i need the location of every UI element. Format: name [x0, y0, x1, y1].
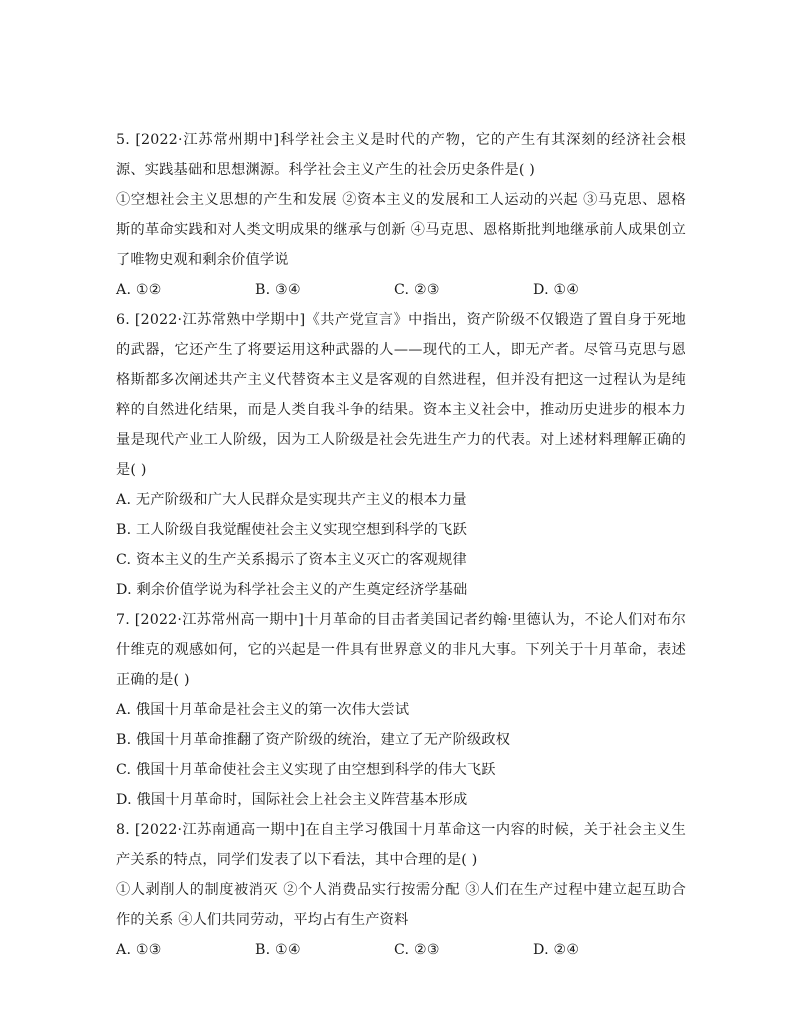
question-7-option-b: B. 俄国十月革命推翻了资产阶级的统治，建立了无产阶级政权 [116, 732, 511, 748]
question-6-option-d: D. 剩余价值学说为科学社会主义的产生奠定经济学基础 [116, 582, 468, 598]
question-5-stem: 5. [2022·江苏常州期中]科学社会主义是时代的产物，它的产生有其深刻的经济社会根源、实践基础和思想渊源。科学社会主义产生的社会历史条件是( ) [116, 132, 686, 178]
exam-page [116, 125, 686, 965]
question-6 [116, 305, 686, 605]
question-5 [116, 125, 686, 305]
question-5-statements: ①空想社会主义思想的产生和发展 ②资本主义的发展和工人运动的兴起 ③马克思、恩格斯的革命实践和对人类文明成果的继承与创新 ④马克思、恩格斯批判地继承前人成果创立了唯物史观和剩余价值学说 [116, 192, 686, 268]
question-7-option-d: D. 俄国十月革命时，国际社会上社会主义阵营基本形成 [116, 792, 468, 808]
question-7-option-c: C. 俄国十月革命使社会主义实现了由空想到科学的伟大飞跃 [116, 762, 496, 778]
question-8-option-c: C. ②③ [394, 942, 440, 958]
question-8 [116, 815, 686, 965]
question-5-option-d: D. ①④ [533, 282, 580, 298]
question-8-option-d: D. ②④ [533, 942, 580, 958]
question-6-option-a: A. 无产阶级和广大人民群众是实现共产主义的根本力量 [116, 492, 467, 508]
question-6-option-b: B. 工人阶级自我觉醒使社会主义实现空想到科学的飞跃 [116, 522, 467, 538]
question-7-option-a: A. 俄国十月革命是社会主义的第一次伟大尝试 [116, 702, 410, 718]
question-7 [116, 605, 686, 815]
question-8-option-a: A. ①③ [116, 942, 162, 958]
question-7-stem: 7. [2022·江苏常州高一期中]十月革命的目击者美国记者约翰·里德认为，不论人们对布尔什维克的观感如何，它的兴起是一件具有世界意义的非凡大事。下列关于十月革命，表述正确的是( ) [116, 612, 686, 688]
question-5-option-a: A. ①② [116, 282, 162, 298]
question-8-stem: 8. [2022·江苏南通高一期中]在自主学习俄国十月革命这一内容的时候，关于社会主义生产关系的特点，同学们发表了以下看法，其中合理的是( ) [116, 822, 686, 868]
question-5-option-b: B. ③④ [255, 282, 301, 298]
question-8-statements: ①人剥削人的制度被消灭 ②个人消费品实行按需分配 ③人们在生产过程中建立起互助合作的关系 ④人们共同劳动，平均占有生产资料 [116, 882, 686, 928]
question-8-options [116, 935, 686, 965]
question-5-options [116, 275, 686, 305]
question-8-option-b: B. ①④ [255, 942, 301, 958]
question-6-stem: 6. [2022·江苏常熟中学期中]《共产党宣言》中指出，资产阶级不仅锻造了置自身于死地的武器，它还产生了将要运用这种武器的人——现代的工人，即无产者。尽管马克思与恩格斯都多次阐述共产主义代替资本主义是客观的自然进程，但并没有把这一过程认为是纯粹的自然进化结果，而是人类自我斗争的结果。资本主义社会中，推动历史进步的根本力量是现代产业工人阶级，因为工人阶级是社会先进生产力的代表。对上述材料理解正确的是( ) [116, 312, 686, 478]
question-6-option-c: C. 资本主义的生产关系揭示了资本主义灭亡的客观规律 [116, 552, 467, 568]
question-5-option-c: C. ②③ [394, 282, 440, 298]
